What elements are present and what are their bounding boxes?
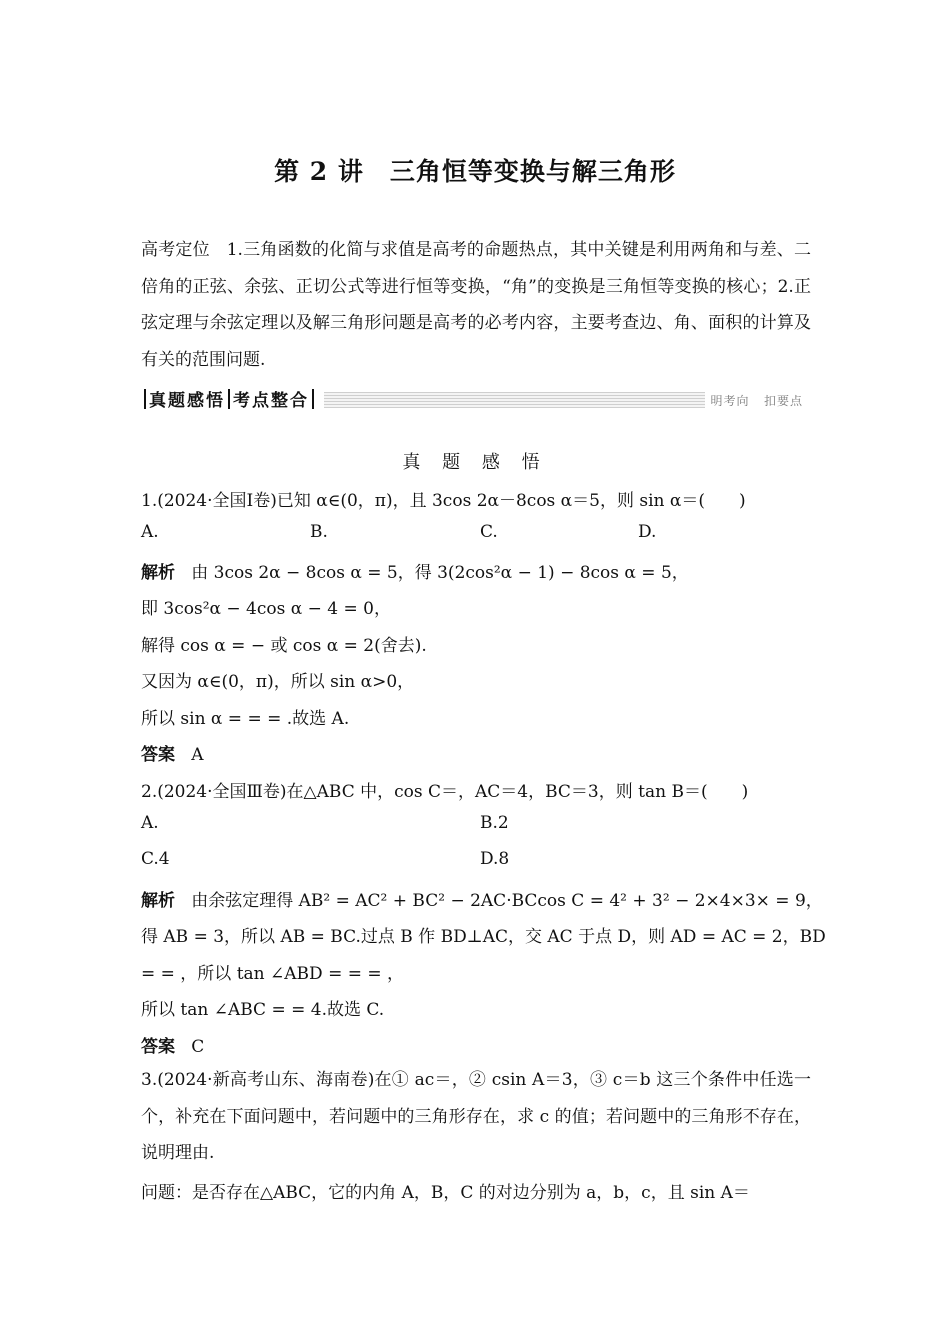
exam-orientation xyxy=(141,232,811,378)
q1-solution-line3: 解得 cos α = − 或 cos α = 2(舍去). xyxy=(141,636,427,656)
q2-option-d: D.8 xyxy=(480,849,510,869)
q2-answer-label: 答案 xyxy=(141,1037,175,1057)
q2-solution-line4: 所以 tan ∠ABC = = 4.故选 C. xyxy=(141,1000,385,1020)
lesson-title: 第 2 讲 三角恒等变换与解三角形 xyxy=(274,157,676,186)
q1-answer xyxy=(141,740,204,765)
banner-right-a: 明考向 xyxy=(710,394,750,408)
q1-stem: 1.(2024·全国Ⅰ卷)已知 α∈(0，π)，且 3cos 2α－8cos α＝5，则 sin α＝( ) xyxy=(141,491,746,511)
banner-tab-key-points: 考点整合 xyxy=(233,391,309,411)
q3-stem: 3.(2024·新高考山东、海南卷)在① ac＝，② csin A＝3，③ c＝b 这三个条件中任选一个，补充在下面问题中，若问题中的三角形存在，求 c 的值；若问题中的三角形不存在，说明理由. xyxy=(141,1070,811,1163)
q2-option-a: A. xyxy=(141,813,159,833)
q2-option-b: B.2 xyxy=(480,813,509,833)
orientation-label: 高考定位 xyxy=(141,240,210,260)
q2-solution-line1: 解析 由余弦定理得 AB² = AC² + BC² − 2AC·BCcos C = 4² + 3² − 2×4×3× = 9， xyxy=(141,891,823,911)
q1-solution-line2: 即 3cos²α − 4cos α − 4 = 0， xyxy=(141,599,391,619)
banner-tab-real-questions: 真题感悟 xyxy=(149,391,225,411)
q3-question: 问题：是否存在△ABC，它的内角 A，B，C 的对边分别为 a，b，c，且 sin A＝ xyxy=(141,1183,750,1203)
q1-answer-value: A xyxy=(191,745,204,765)
q2-option-c: C.4 xyxy=(141,849,170,869)
q1-solution-line5: 所以 sin α = = = .故选 A. xyxy=(141,709,350,729)
q1-option-d: D. xyxy=(638,522,657,542)
q1-solution-line1: 解析 由 3cos 2α − 8cos α = 5，得 3(2cos²α − 1) − 8cos α = 5， xyxy=(141,563,689,583)
q2-stem: 2.(2024·全国Ⅲ卷)在△ABC 中，cos C＝，AC＝4，BC＝3，则 tan B＝( ) xyxy=(141,782,749,802)
section-banner xyxy=(141,388,811,414)
q1-option-b: B. xyxy=(310,522,328,542)
section-title: 真 题 感 悟 xyxy=(402,452,548,473)
q2-solution-label: 解析 xyxy=(141,891,175,911)
q2-solution-line2: 得 AB = 3，所以 AB = BC.过点 B 作 BD⊥AC，交 AC 于点 D，则 AD = AC = 2，BD xyxy=(141,927,826,947)
q1-solution-line4: 又因为 α∈(0，π)，所以 sin α>0， xyxy=(141,672,415,692)
banner-right-b: 扣要点 xyxy=(763,394,803,408)
q2-solution-line3: = = ，所以 tan ∠ABD = = = ， xyxy=(141,964,405,984)
q1-solution-label: 解析 xyxy=(141,563,175,583)
q1-option-c: C. xyxy=(480,522,498,542)
orientation-text: 1.三角函数的化简与求值是高考的命题热点，其中关键是利用两角和与差、二倍角的正弦、余弦、正切公式等进行恒等变换，“角”的变换是三角恒等变换的核心；2.正弦定理与余弦定理以及解三角形问题是高考的必考内容，主要考查边、角、面积的计算及有关的范围问题. xyxy=(141,240,812,370)
q2-answer-value: C xyxy=(191,1037,205,1057)
q2-answer xyxy=(141,1032,204,1057)
banner-subtitle xyxy=(705,388,811,414)
q1-answer-label: 答案 xyxy=(141,745,175,765)
q1-option-a: A. xyxy=(141,522,159,542)
banner-tabs xyxy=(141,388,317,414)
